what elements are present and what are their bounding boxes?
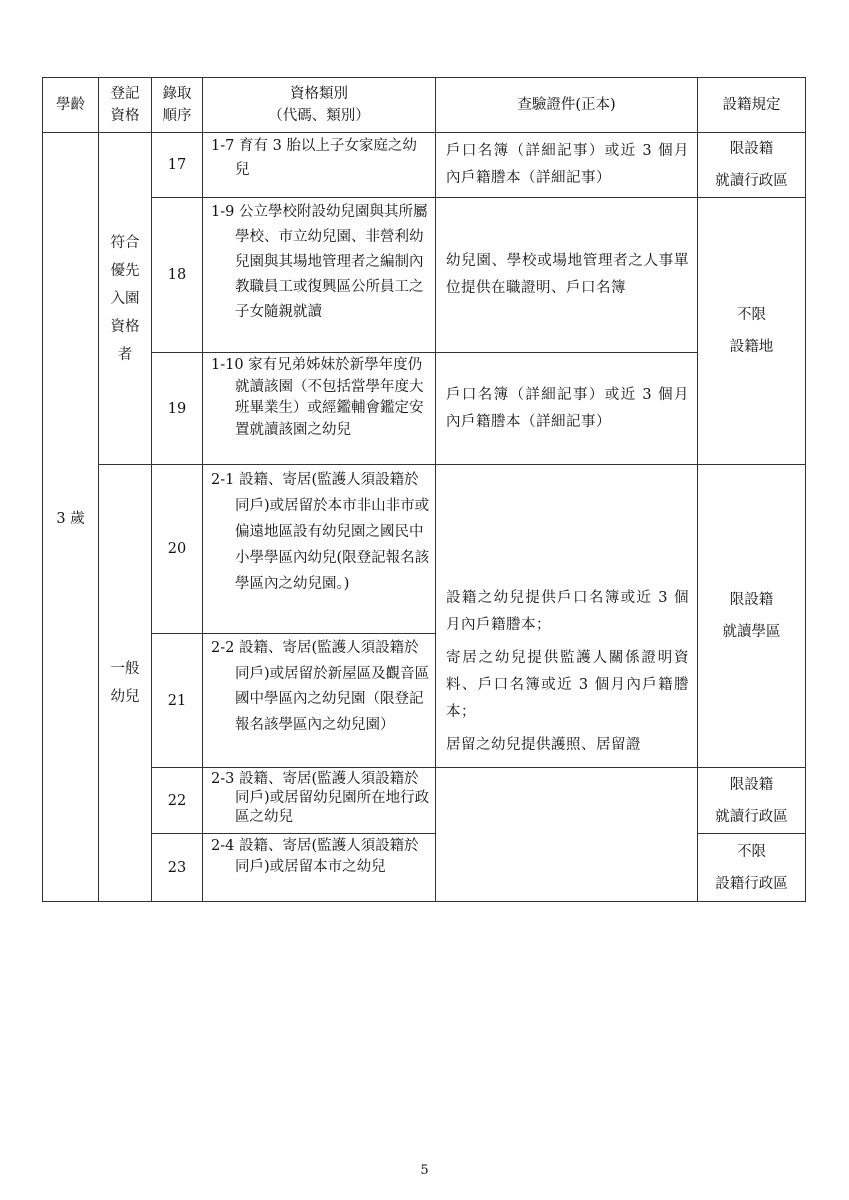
- header-age: 學齡: [43, 78, 99, 133]
- header-documents: 查驗證件(正本): [436, 78, 698, 133]
- residence-rule: 限設籍 就讀行政區: [698, 768, 806, 834]
- header-residence: 設籍規定: [698, 78, 806, 133]
- group-general-label: 一般 幼兒: [99, 465, 152, 902]
- category-text: 1-7 育有 3 胎以上子女家庭之幼兒: [203, 133, 436, 198]
- order-number: 20: [152, 465, 203, 634]
- documents-text: 戶口名簿（詳細記事）或近 3 個月內戶籍謄本（詳細記事）: [436, 353, 698, 465]
- admission-table: [42, 77, 806, 902]
- group-priority-label: 符合 優先 入園 資格 者: [99, 133, 152, 465]
- residence-rule: 限設籍 就讀學區: [698, 465, 806, 768]
- residence-rule: 限設籍 就讀行政區: [698, 133, 806, 198]
- order-number: 19: [152, 353, 203, 465]
- category-text: 2-1 設籍、寄居(監護人須設籍於同戶)或居留於本市非山非市或偏遠地區設有幼兒園之國民中小學學區內幼兒(限登記報名該學區內之幼兒園。): [203, 465, 436, 634]
- age-cell: 3 歲: [43, 133, 99, 902]
- category-text: 1-10 家有兄弟姊妹於新學年度仍就讀該園（不包括當學年度大班畢業生）或經鑑輔會鑑定安置就讀該園之幼兒: [203, 353, 436, 465]
- header-category: 資格類別 （代碼、類別）: [203, 78, 436, 133]
- documents-general: 設籍之幼兒提供戶口名簿或近 3 個月內戶籍謄本； 寄居之幼兒提供監護人關係證明資料、戶口名簿或近 3 個月內戶籍謄本； 居留之幼兒提供護照、居留證: [436, 465, 698, 768]
- order-number: 18: [152, 198, 203, 353]
- page-number: 5: [420, 1163, 429, 1178]
- documents-text: 幼兒園、學校或場地管理者之人事單位提供在職證明、戶口名簿: [436, 198, 698, 353]
- category-text: 2-2 設籍、寄居(監護人須設籍於同戶)或居留於新屋區及觀音區國中學區內之幼兒園（限登記報名該學區內之幼兒園）: [203, 634, 436, 768]
- order-number: 17: [152, 133, 203, 198]
- order-number: 22: [152, 768, 203, 834]
- category-text: 2-3 設籍、寄居(監護人須設籍於同戶)或居留幼兒園所在地行政區之幼兒: [203, 768, 436, 834]
- order-number: 21: [152, 634, 203, 768]
- documents-empty: [436, 768, 698, 902]
- documents-text: 戶口名簿（詳細記事）或近 3 個月內戶籍謄本（詳細記事）: [436, 133, 698, 198]
- residence-rule: 不限 設籍行政區: [698, 834, 806, 902]
- category-text: 1-9 公立學校附設幼兒園與其所屬學校、市立幼兒園、非營利幼兒園與其場地管理者之編制內教職員工或復興區公所員工之子女隨親就讀: [203, 198, 436, 353]
- header-order: 錄取 順序: [152, 78, 203, 133]
- header-registration: 登記 資格: [99, 78, 152, 133]
- category-text: 2-4 設籍、寄居(監護人須設籍於同戶)或居留本市之幼兒: [203, 834, 436, 902]
- residence-rule: 不限 設籍地: [698, 198, 806, 465]
- order-number: 23: [152, 834, 203, 902]
